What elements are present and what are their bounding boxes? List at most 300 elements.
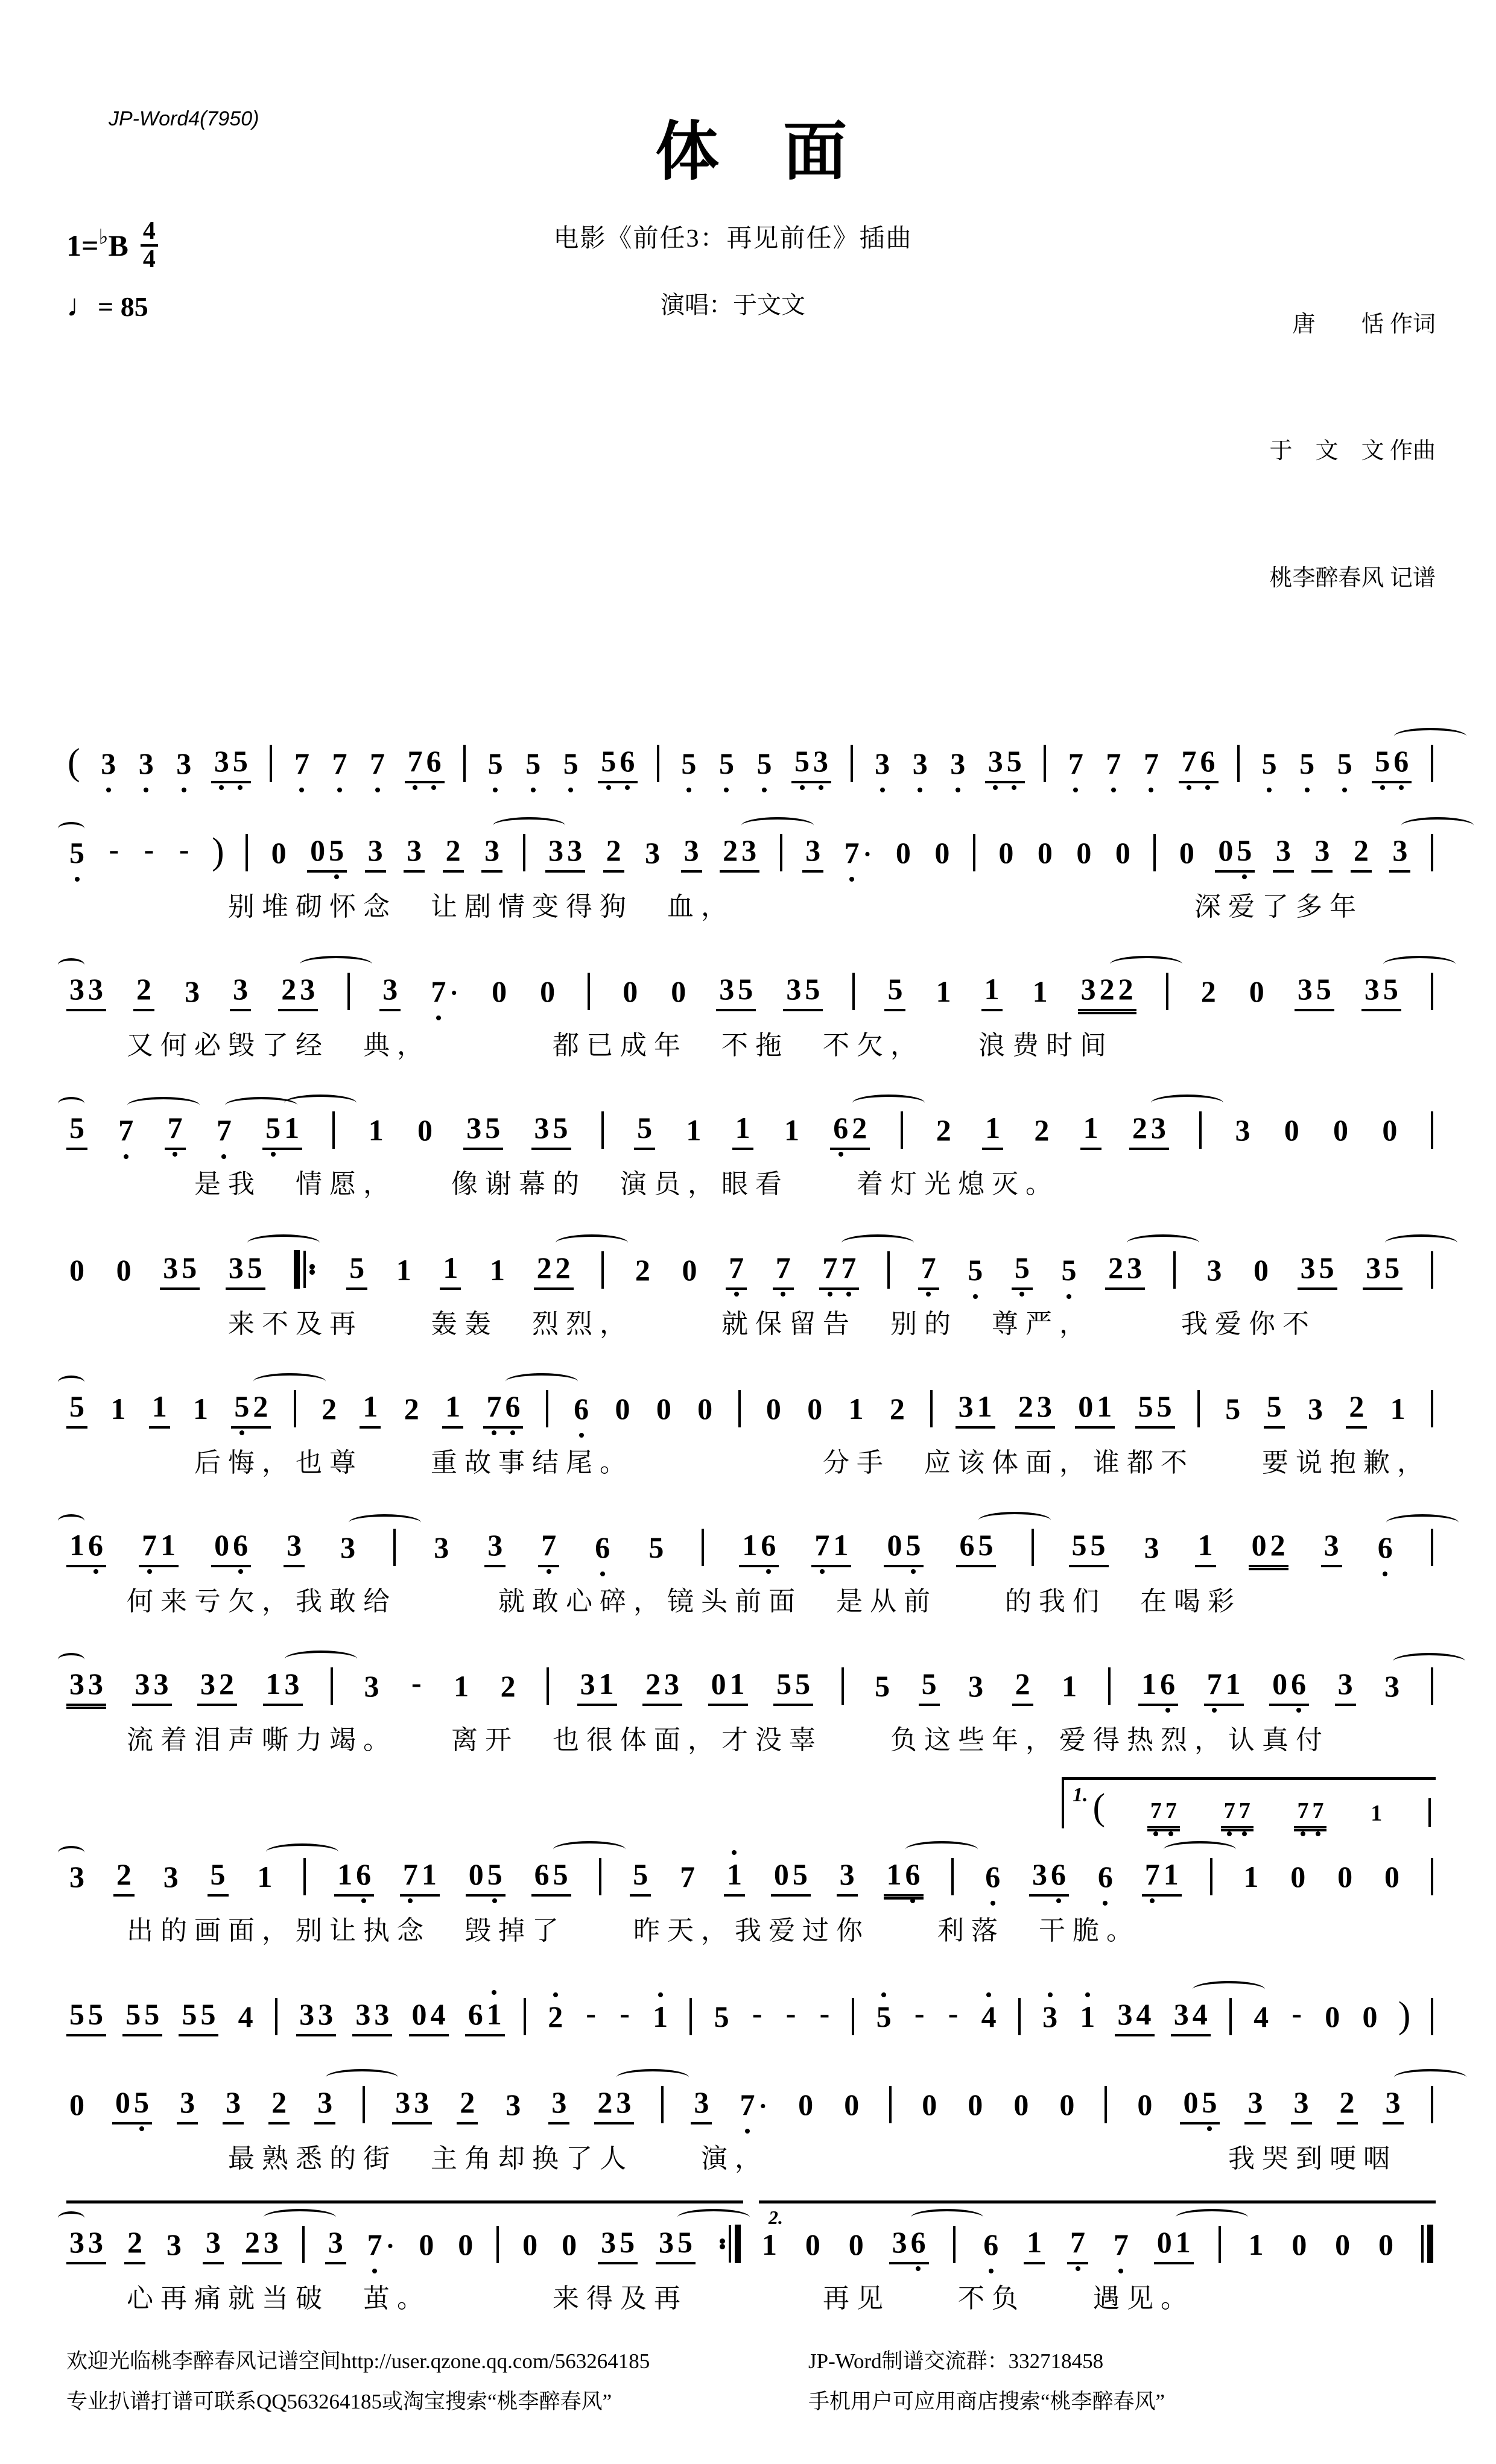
note-digit: 3: [1206, 1253, 1222, 1287]
repeat-dots: [720, 2238, 725, 2249]
note-token: [463, 1113, 503, 1150]
note-token: [115, 1115, 136, 1150]
note-digit: 3: [185, 975, 200, 1009]
note-token: [443, 835, 464, 873]
note-token: [538, 1530, 559, 1567]
notation-system: [66, 2063, 1436, 2175]
note-digit: 5: [904, 1530, 922, 1560]
barline-thin: [851, 745, 853, 782]
notation-line: [66, 1835, 1436, 1897]
note-digit: 7: [1310, 1799, 1325, 1822]
barline-thin: [1229, 1998, 1232, 2035]
note-digit: 1: [490, 1253, 505, 1287]
note-digit: 0: [1290, 1860, 1306, 1894]
barline-thick: [294, 1250, 300, 1289]
movie-subtitle: 电影《前任3：再见前任》插曲: [553, 225, 913, 253]
note-digit: 3: [233, 972, 249, 1006]
note-token: [160, 1862, 182, 1897]
note-token: [1138, 1669, 1178, 1706]
key-prefix: 1=: [66, 228, 99, 262]
barline-thick: [1427, 2225, 1433, 2263]
note-digit: 3: [1127, 1251, 1143, 1285]
note-digit: 1: [833, 1528, 849, 1562]
note-digit: 5: [1336, 748, 1354, 779]
note-token: [502, 2090, 524, 2124]
note-token: [681, 835, 702, 873]
notation-line: [1092, 1783, 1434, 1828]
note-token: [254, 1862, 275, 1897]
note-token: [982, 1862, 1003, 1897]
note-digit: 7: [406, 746, 425, 776]
note-digit: 0: [1325, 2000, 1340, 2034]
note-digit: 5: [182, 1251, 197, 1285]
note-digit: 6: [231, 1530, 250, 1560]
note-digit: 3: [69, 2225, 84, 2260]
note-token: [124, 2227, 145, 2264]
segment: [759, 2202, 1436, 2264]
barline-thin: [657, 745, 659, 782]
note-digit: 2: [445, 833, 461, 868]
barline-single: [275, 1998, 277, 2035]
notation-system: [66, 2202, 1436, 2315]
note-token: [691, 2087, 712, 2124]
note-digit: 3: [659, 2225, 674, 2260]
barline-single: [1199, 1111, 1202, 1149]
note-digit: 5: [677, 2225, 693, 2260]
note-digit: 1: [1032, 975, 1048, 1009]
note-digit: 0: [214, 1528, 230, 1562]
note-digit: 5: [132, 2087, 151, 2117]
note-digit: 1: [1078, 2001, 1097, 2032]
note-token: [268, 838, 290, 873]
note-digit: 7: [680, 1860, 696, 1894]
note-token: [594, 2087, 634, 2124]
note-digit: 7: [1142, 748, 1161, 779]
note-token: [1039, 2001, 1060, 2036]
barline-single: [1431, 2086, 1433, 2123]
note-token: [133, 974, 154, 1011]
note-token: [1012, 1669, 1033, 1706]
composer-credit: 于 文 文 作曲: [1269, 438, 1436, 464]
note-token: [711, 2001, 732, 2036]
note-token: [887, 1394, 908, 1429]
note-token: [773, 1669, 813, 1706]
note-digit: 0: [271, 836, 287, 870]
note-digit: 2: [723, 833, 738, 868]
note-digit: 0: [492, 975, 507, 1009]
note-token: [642, 838, 663, 873]
note-digit: 0: [1335, 2228, 1351, 2262]
note-token: [66, 838, 87, 873]
note-digit: 7: [215, 1115, 233, 1145]
note-token: [873, 2001, 895, 2036]
note-digit: 2: [1118, 972, 1133, 1006]
note-token: [759, 2229, 780, 2264]
note-digit: 3: [487, 1528, 503, 1562]
note-token: [1215, 835, 1255, 873]
note-digit: 0: [522, 2228, 538, 2262]
note-token: [66, 1669, 106, 1706]
note-token: [522, 748, 544, 783]
note-digit: 3: [355, 1997, 371, 2032]
tempo-value: = 85: [98, 291, 148, 322]
note-digit: 6: [831, 1113, 850, 1143]
note-digit: 6: [981, 2229, 1000, 2260]
note-digit: 0: [1137, 2088, 1153, 2122]
note-token: [325, 2227, 346, 2264]
note-digit: 0: [1156, 2225, 1172, 2260]
note-token: [487, 1255, 508, 1290]
note-token: [781, 1115, 802, 1150]
note-token: [1372, 746, 1412, 783]
notation-line: [66, 1367, 1436, 1429]
barline-thin: [1018, 1998, 1021, 2035]
note-digit: 3: [1385, 2085, 1401, 2120]
note-token: [165, 1113, 186, 1150]
note-token: [1346, 1391, 1367, 1429]
note-digit: 6: [534, 1857, 550, 1892]
note-token: [1335, 1669, 1356, 1706]
note-digit: 3: [226, 2085, 241, 2120]
note-digit: 0: [69, 2088, 84, 2122]
barline-single: [332, 1111, 335, 1149]
barline-single: [347, 973, 350, 1010]
note-digit: 1: [1390, 1392, 1406, 1426]
note-token: [1368, 1802, 1385, 1828]
note-token: [716, 974, 756, 1011]
note-token: [231, 1391, 271, 1429]
note-token: [1311, 835, 1333, 873]
barline-thin: [689, 1998, 692, 2035]
note-token: [1264, 1391, 1285, 1429]
note-digit: 3: [1150, 1111, 1166, 1145]
note-token: [965, 2090, 986, 2124]
note-digit: 2: [281, 972, 297, 1006]
note-token: [366, 1115, 387, 1150]
barline-single: [780, 834, 782, 871]
barline-single: [689, 1998, 692, 2035]
note-token: [683, 1115, 704, 1150]
note-digit: 1: [454, 1669, 469, 1704]
note-digit: 3: [484, 833, 500, 868]
barline-thin: [1431, 1667, 1433, 1705]
paren: ): [211, 831, 224, 873]
barline-thin: [331, 1667, 333, 1705]
note-token: [431, 1532, 452, 1567]
note-token: [1134, 2090, 1155, 2124]
note-token: [933, 1115, 954, 1150]
note-token: [933, 976, 954, 1011]
barline-single: [1108, 1667, 1111, 1705]
note-digit: 3: [1307, 1392, 1323, 1426]
barline-single: [601, 1251, 604, 1289]
note-token: [334, 1859, 374, 1897]
barline-single: [1197, 1390, 1200, 1427]
barline-thin: [246, 834, 248, 871]
note-token: [1135, 1391, 1175, 1429]
note-digit: 3: [694, 2085, 709, 2120]
note-token: [1244, 2087, 1266, 2124]
note-token: [1176, 838, 1197, 873]
note-token: [1059, 1671, 1080, 1706]
barline-thin: [1173, 1251, 1176, 1289]
note-digit: 7: [820, 1253, 839, 1283]
note-digit: 6: [1096, 1862, 1115, 1892]
note-token: [571, 1394, 592, 1429]
note-token: [537, 976, 558, 1011]
note-token: [1029, 1859, 1069, 1897]
note-token: [931, 838, 952, 873]
note-digit: 5: [69, 1111, 84, 1145]
segment: [66, 2202, 743, 2264]
note-digit: 6: [983, 1862, 1002, 1892]
duration-dash: -: [1292, 1996, 1302, 2030]
note-token: [802, 835, 823, 873]
note-digit: 3: [551, 2085, 567, 2120]
note-digit: 5: [1156, 1389, 1172, 1424]
note-token: [1069, 1530, 1109, 1567]
note-digit: 5: [887, 972, 903, 1006]
note-digit: 3: [69, 972, 84, 1006]
notation-system: [66, 1227, 1436, 1341]
note-digit: 3: [873, 748, 892, 779]
note-digit: ·: [449, 978, 459, 1008]
note-token: [66, 1862, 87, 1897]
note-digit: 0: [844, 2088, 860, 2122]
segment: [66, 1974, 1436, 2036]
note-digit: 0: [773, 1857, 789, 1892]
note-token: [1249, 1530, 1288, 1567]
note-digit: 0: [805, 2228, 820, 2262]
note-digit: 3: [137, 748, 156, 779]
note-token: [1115, 1999, 1155, 2036]
note-token: [1232, 1115, 1253, 1150]
note-token: [995, 838, 1016, 873]
note-token: [656, 2227, 696, 2264]
note-digit: 5: [875, 2001, 893, 2032]
note-digit: 3: [434, 1531, 449, 1565]
barline-thin: [1421, 2225, 1424, 2263]
note-digit: 6: [1199, 746, 1217, 776]
note-token: [1322, 2001, 1343, 2036]
note-token: [1379, 1115, 1400, 1150]
barline-single: [1431, 745, 1433, 782]
note-token: [708, 1669, 748, 1706]
note-token: [136, 748, 157, 783]
lyrics-line: 后悔，也尊 重故事结尾。 分手 应该体面，谁都不 要说抱歉，: [127, 1448, 1431, 1478]
note-token: [884, 1530, 924, 1567]
note-digit: 3: [1041, 2001, 1059, 2032]
note-digit: 2: [546, 2001, 565, 2032]
note-token: [872, 748, 893, 783]
note-digit: 7: [116, 1115, 135, 1145]
note-token: [811, 1530, 851, 1567]
note-token: [113, 1859, 135, 1897]
note-digit: 7: [140, 1530, 159, 1560]
segment: [66, 1088, 1436, 1150]
flat-symbol: ♭: [98, 226, 109, 248]
note-digit: 2: [127, 2225, 142, 2260]
note-token: [190, 1394, 211, 1429]
paren: ): [1398, 1995, 1411, 2036]
barline-thin: [930, 1390, 933, 1427]
note-digit: 7: [843, 838, 861, 868]
note-digit: 1: [1062, 1669, 1077, 1704]
segment: [66, 1506, 1436, 1567]
note-token: [1259, 748, 1280, 783]
note-token: [498, 1671, 519, 1706]
note-token: [1147, 1799, 1180, 1828]
note-token: [182, 976, 203, 1011]
double-underline: [66, 1707, 106, 1709]
barline-thin: [601, 1111, 604, 1149]
note-digit: 1: [257, 1860, 273, 1894]
note-token: [149, 1391, 170, 1429]
note-token: [1024, 2227, 1045, 2264]
note-digit: 6: [1049, 1859, 1068, 1889]
note-digit: 0: [1179, 836, 1194, 870]
note-token: [440, 1253, 461, 1290]
note-digit: 1: [445, 1389, 461, 1424]
note-token: [884, 974, 905, 1011]
barline-single: [270, 745, 272, 782]
note-digit: 2: [1108, 1251, 1124, 1285]
note-digit: 0: [1378, 2228, 1394, 2262]
note-token: [1250, 1255, 1272, 1290]
note-digit: 3: [205, 2225, 221, 2260]
note-digit: 0: [1284, 1113, 1299, 1148]
note-digit: 1: [69, 1528, 84, 1562]
note-token: [392, 2087, 432, 2124]
note-token: [211, 1530, 251, 1567]
note-token: [519, 2229, 540, 2264]
note-digit: 3: [299, 1997, 315, 2032]
note-digit: 7: [1237, 1799, 1252, 1822]
note-digit: 0: [1251, 1528, 1267, 1562]
note-digit: 5: [264, 1113, 282, 1143]
note-digit: 3: [534, 1111, 550, 1145]
barline-thin: [1431, 834, 1433, 871]
note-token: [1075, 1391, 1115, 1429]
note-digit: 3: [287, 1528, 302, 1562]
note-digit: 0: [671, 975, 686, 1009]
notation-system: [66, 1974, 1436, 2036]
note-digit: 0: [1037, 836, 1053, 870]
barline-thin: [601, 1251, 604, 1289]
note-token: [1065, 748, 1086, 783]
note-token: [379, 974, 401, 1011]
barline-thin: [496, 2226, 499, 2263]
note-digit: 1: [984, 972, 1000, 1006]
barline-single: [1153, 834, 1156, 871]
barline-single: [547, 1667, 549, 1705]
segment: [66, 1227, 1436, 1290]
lyrics-line: 来不及再 轰轰 烈烈， 就保留告 别的 尊严， 我爱你不: [127, 1309, 1316, 1339]
note-token: [919, 1669, 940, 1706]
note-token: [694, 1394, 715, 1429]
duration-dash: -: [109, 832, 119, 867]
barline-thin: [887, 1251, 890, 1289]
note-digit: 0: [1292, 2228, 1307, 2262]
note-digit: 3: [466, 1111, 482, 1145]
barline-thin: [275, 1998, 277, 2035]
note-digit: 5: [792, 1857, 808, 1892]
note-token: [208, 1859, 229, 1897]
note-token: [726, 1253, 747, 1290]
barline-thin: [1199, 1111, 1202, 1149]
barline-thin: [463, 745, 466, 782]
note-digit: 7: [1149, 1799, 1164, 1822]
note-digit: 0: [1115, 836, 1130, 870]
note-digit: 2: [1099, 972, 1115, 1006]
note-digit: 1: [368, 1113, 384, 1148]
note-digit: 0: [310, 833, 326, 868]
lyrics-line: 最熟悉的街 主角却换了人 演， 我哭到哽咽: [127, 2144, 1397, 2174]
note-digit: 3: [1323, 1528, 1339, 1562]
system-row: [66, 1506, 1436, 1567]
note-digit: 7: [1068, 2227, 1087, 2257]
barline-single: [523, 834, 525, 871]
footer-appstore: 手机用户可应用商店搜索“桃李醉春风”: [808, 2389, 1165, 2413]
note-digit: 0: [711, 1667, 726, 1701]
song-title: 体 面: [655, 117, 847, 188]
note-token: [1363, 1253, 1402, 1290]
note-digit: 1: [396, 1253, 411, 1287]
note-token: [1305, 1394, 1326, 1429]
note-digit: 7: [1067, 748, 1085, 779]
note-digit: 3: [340, 1531, 356, 1565]
note-token: [1273, 835, 1294, 873]
note-token: [612, 1394, 633, 1429]
notation-line: [66, 1644, 1436, 1706]
note-token: [214, 1115, 235, 1150]
note-digit: 0: [1218, 833, 1234, 868]
segment: [66, 950, 1436, 1011]
note-token: [754, 748, 775, 783]
barline-thin: [1431, 973, 1433, 1010]
note-token: [263, 1669, 303, 1706]
repeat-dots: [309, 1264, 315, 1275]
note-digit: 5: [978, 1528, 994, 1562]
note-digit: 6: [503, 1391, 522, 1421]
note-token: [783, 974, 823, 1011]
barline-single: [1018, 1998, 1021, 2035]
note-token: [1056, 2090, 1077, 2124]
subtitle-block: [344, 218, 1122, 320]
barline-thin: [780, 834, 782, 871]
credits-block: [1122, 218, 1436, 684]
note-token: [1294, 1799, 1326, 1828]
note-digit: 0: [807, 1392, 823, 1426]
barline-final: [1421, 2225, 1433, 2263]
barline-single: [524, 1998, 526, 2035]
barline-thin: [973, 834, 975, 871]
note-digit: 3: [1297, 972, 1313, 1006]
note-token: [1067, 2227, 1088, 2264]
note-token: [226, 1253, 265, 1290]
note-token: [804, 1394, 825, 1429]
lyrics-line: 何来亏欠，我敢给 就敢心碎，镜头前面 是从前 的我们 在喝彩: [127, 1587, 1241, 1617]
volta-label: 2.: [769, 2207, 783, 2229]
note-token: [455, 2229, 476, 2264]
barline-thin: [889, 2086, 892, 2123]
note-digit: 5: [182, 1997, 197, 2032]
note-digit: 1: [742, 1528, 758, 1562]
note-digit: 7: [1143, 1859, 1162, 1889]
note-token: [163, 2229, 185, 2264]
note-digit: 6: [759, 1530, 778, 1560]
barline-single: [599, 1858, 601, 1895]
